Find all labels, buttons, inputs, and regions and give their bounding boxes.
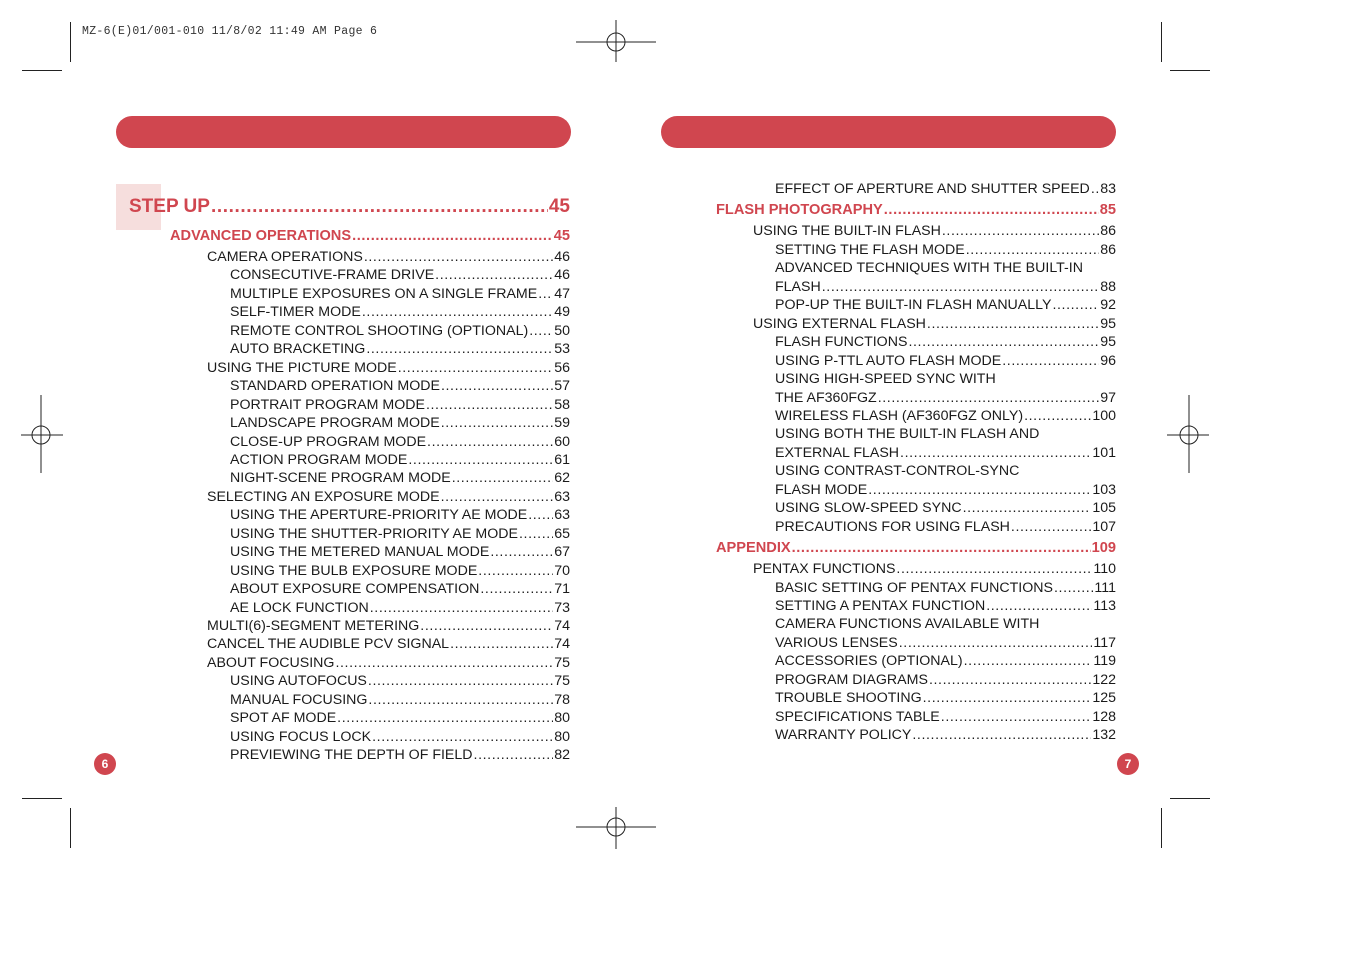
dot-leader [1054, 580, 1093, 597]
crop-mark [22, 798, 62, 799]
crop-mark [1161, 808, 1162, 848]
toc-entry-page: 65 [554, 525, 570, 542]
dot-leader [452, 470, 554, 487]
toc-entry-title: USING THE METERED MANUAL MODE [230, 544, 490, 561]
dot-leader [519, 526, 553, 543]
toc-entry[interactable] [775, 482, 1116, 499]
toc-entry[interactable] [230, 452, 570, 469]
dot-leader [366, 341, 553, 358]
dot-leader [335, 655, 553, 672]
dot-leader [899, 635, 1093, 652]
toc-entry-page: 60 [554, 433, 570, 450]
toc-entry-title: THE AF360FGZ [775, 389, 877, 406]
toc-entry[interactable] [230, 267, 570, 284]
crop-mark [1170, 798, 1210, 799]
dot-leader [963, 500, 1092, 517]
toc-entry-title: SETTING THE FLASH MODE [775, 241, 965, 258]
dot-leader [427, 434, 553, 451]
dot-leader [941, 709, 1092, 726]
toc-entry-page: 62 [554, 470, 570, 487]
toc-entry-title: VARIOUS LENSES [775, 634, 898, 651]
toc-entry[interactable] [230, 692, 570, 709]
toc-entry-page: 74 [554, 636, 570, 653]
crop-mark [70, 22, 71, 62]
toc-entry-title: USING BOTH THE BUILT-IN FLASH AND [775, 426, 1040, 443]
toc-entry[interactable] [775, 181, 1116, 198]
dot-leader [792, 540, 1091, 557]
toc-entry[interactable] [230, 341, 570, 358]
toc-entry[interactable] [230, 526, 570, 543]
toc-entry[interactable] [775, 353, 1116, 370]
toc-entry-page: 132 [1092, 727, 1116, 744]
toc-entry[interactable] [775, 519, 1116, 536]
dot-leader [878, 390, 1100, 407]
toc-entry[interactable] [207, 636, 570, 653]
toc-section[interactable] [716, 540, 1116, 557]
toc-entry-title: APPENDIX [716, 540, 791, 557]
toc-entry-title: USING FOCUS LOCK [230, 728, 372, 745]
toc-entry-page: 46 [554, 267, 570, 284]
dot-leader [441, 489, 554, 506]
toc-entry-title: STANDARD OPERATION MODE [230, 378, 440, 395]
toc-entry-page: 109 [1091, 540, 1116, 557]
toc-entry[interactable] [775, 690, 1116, 707]
dot-leader [478, 563, 553, 580]
dot-leader [822, 279, 1099, 296]
toc-entry-title: LANDSCAPE PROGRAM MODE [230, 415, 440, 432]
toc-entry[interactable] [230, 378, 570, 395]
toc-entry[interactable] [207, 489, 570, 506]
toc-entry[interactable] [775, 672, 1116, 689]
toc-entry[interactable] [230, 286, 570, 303]
toc-entry[interactable] [230, 415, 570, 432]
dot-leader [364, 249, 553, 266]
toc-entry[interactable] [775, 500, 1116, 517]
toc-entry-title: WIRELESS FLASH (AF360FGZ ONLY) [775, 407, 1024, 424]
dot-leader [927, 316, 1099, 333]
toc-entry-title: CAMERA OPERATIONS [207, 249, 363, 265]
toc-entry[interactable] [230, 600, 570, 617]
toc-entry[interactable] [775, 653, 1116, 670]
toc-entry[interactable] [230, 563, 570, 580]
toc-entry[interactable] [753, 316, 1116, 333]
dot-leader [1024, 408, 1091, 425]
dot-leader [362, 304, 553, 321]
crop-mark [1170, 70, 1210, 71]
toc-entry-title: CLOSE-UP PROGRAM MODE [230, 433, 427, 450]
toc-entry[interactable] [775, 426, 1116, 443]
toc-entry-page: 78 [554, 691, 570, 708]
toc-entry[interactable] [230, 673, 570, 690]
toc-entry-page: 46 [554, 249, 570, 265]
toc-entry-title: AUTO BRACKETING [230, 341, 366, 358]
dot-leader [420, 618, 553, 635]
left-header-bar [116, 116, 571, 148]
toc-entry[interactable] [230, 304, 570, 321]
toc-entry[interactable] [775, 709, 1116, 726]
dot-leader [480, 581, 553, 598]
toc-entry-page: 96 [1100, 352, 1116, 369]
toc-entry[interactable] [230, 323, 570, 340]
toc-entry-title: SPECIFICATIONS TABLE [775, 708, 940, 725]
toc-entry-page: 105 [1092, 500, 1116, 517]
toc-entry[interactable] [775, 390, 1116, 407]
toc-entry[interactable] [753, 561, 1116, 578]
toc-section[interactable] [170, 228, 570, 245]
toc-entry[interactable] [775, 635, 1116, 652]
toc-entry[interactable] [775, 445, 1116, 462]
toc-entry-title: SETTING A PENTAX FUNCTION [775, 598, 986, 614]
dot-leader [929, 672, 1091, 689]
toc-entry-page: 83 [1100, 181, 1116, 197]
toc-entry-title: REMOTE CONTROL SHOOTING (OPTIONAL) [230, 322, 529, 339]
toc-entry-page: 86 [1100, 223, 1116, 240]
toc-entry-page: 67 [554, 544, 570, 561]
dot-leader [942, 223, 1099, 240]
toc-entry[interactable] [753, 223, 1116, 240]
registration-mark-icon [576, 787, 656, 867]
toc-entry-page: 82 [554, 747, 570, 764]
toc-entry-title: USING HIGH-SPEED SYNC WITH [775, 371, 996, 388]
toc-entry-page: 74 [554, 618, 570, 634]
dot-leader [441, 378, 553, 395]
toc-entry[interactable] [230, 747, 570, 764]
toc-entry[interactable] [230, 434, 570, 451]
toc-entry-page: 107 [1092, 518, 1116, 535]
toc-entry-page: 71 [554, 581, 570, 598]
toc-entry-page: 49 [554, 304, 570, 321]
toc-entry-page: 95 [1100, 334, 1116, 351]
toc-entry-page: 70 [554, 562, 570, 579]
toc-entry[interactable] [775, 580, 1116, 597]
dot-leader [908, 334, 1099, 351]
toc-entry-title: CAMERA FUNCTIONS AVAILABLE WITH [775, 616, 1040, 633]
toc-entry-page: 97 [1100, 389, 1116, 406]
toc-entry-title: ABOUT EXPOSURE COMPENSATION [230, 581, 480, 598]
toc-entry-title: POP-UP THE BUILT-IN FLASH MANUALLY [775, 297, 1052, 314]
toc-entry-title: USING THE BUILT-IN FLASH [753, 223, 941, 240]
toc-entry-title: FLASH MODE [775, 481, 868, 498]
toc-entry-page: 63 [554, 507, 570, 524]
registration-mark-icon [1, 395, 81, 475]
dot-leader [337, 710, 553, 727]
toc-entry-page: 80 [554, 710, 570, 727]
toc-entry[interactable] [775, 334, 1116, 351]
toc-entry-title: USING EXTERNAL FLASH [753, 315, 926, 332]
dot-leader [868, 482, 1091, 499]
dot-leader [435, 267, 553, 284]
dot-leader [426, 397, 553, 414]
chapter-page: 45 [548, 196, 570, 217]
dot-leader [1091, 181, 1099, 198]
toc-entry-page: 85 [1099, 202, 1116, 219]
dot-leader [441, 415, 554, 432]
toc-entry-title: PENTAX FUNCTIONS [753, 561, 896, 578]
toc-entry-page: 58 [554, 396, 570, 413]
dot-leader [1011, 519, 1091, 536]
dot-leader [211, 196, 548, 218]
toc-entry-title: TROUBLE SHOOTING [775, 690, 922, 707]
toc-entry-title: USING THE SHUTTER-PRIORITY AE MODE [230, 525, 518, 542]
dot-leader [368, 692, 553, 709]
toc-entry-page: 117 [1093, 634, 1116, 651]
toc-entry-page: 113 [1093, 598, 1116, 614]
toc-entry[interactable] [230, 710, 570, 727]
toc-entry-page: 63 [554, 488, 570, 505]
toc-entry-page: 50 [554, 322, 570, 339]
dot-leader [900, 445, 1091, 462]
dot-leader [1052, 297, 1099, 314]
toc-entry-title: SPOT AF MODE [230, 710, 337, 727]
toc-entry[interactable] [775, 279, 1116, 296]
toc-entry-page: 47 [554, 285, 570, 302]
chapter-title: STEP UP [129, 196, 210, 217]
toc-entry-page: 111 [1094, 579, 1116, 596]
toc-entry[interactable] [230, 729, 570, 746]
toc-entry-title: SELF-TIMER MODE [230, 304, 361, 321]
toc-entry-title: AE LOCK FUNCTION [230, 599, 369, 616]
toc-entry-title: ACTION PROGRAM MODE [230, 451, 408, 468]
toc-entry-title: MULTIPLE EXPOSURES ON A SINGLE FRAME [230, 285, 538, 302]
dot-leader [474, 747, 554, 764]
print-slug: MZ-6(E)01/001-010 11/8/02 11:49 AM Page 6 [82, 25, 378, 38]
toc-entry[interactable] [775, 727, 1116, 744]
toc-entry[interactable] [775, 408, 1116, 425]
toc-entry-page: 56 [554, 359, 570, 376]
toc-entry-page: 119 [1093, 653, 1116, 670]
toc-entry-page: 125 [1092, 690, 1116, 707]
toc-chapter-step-up[interactable] [129, 196, 570, 218]
toc-entry-page: 53 [554, 341, 570, 358]
toc-entry[interactable] [230, 507, 570, 524]
toc-entry-title: SELECTING AN EXPOSURE MODE [207, 488, 440, 505]
toc-entry-title: USING THE PICTURE MODE [207, 359, 397, 376]
toc-entry[interactable] [775, 598, 1116, 615]
left-page-number: 6 [94, 753, 116, 775]
toc-entry-page: 110 [1093, 561, 1116, 578]
right-page-number: 7 [1117, 753, 1139, 775]
toc-entry-page: 45 [553, 228, 570, 244]
toc-entry[interactable] [230, 544, 570, 561]
crop-mark [1161, 22, 1162, 62]
dot-leader [884, 202, 1099, 219]
toc-entry[interactable] [230, 581, 570, 598]
dot-leader [408, 452, 553, 469]
dot-leader [370, 600, 553, 617]
toc-entry-page: 92 [1100, 297, 1116, 314]
dot-leader [538, 286, 553, 303]
toc-entry-page: 61 [554, 451, 570, 468]
toc-entry-title: FLASH FUNCTIONS [775, 334, 908, 351]
toc-entry-page: 128 [1092, 708, 1116, 725]
toc-entry-title: EXTERNAL FLASH [775, 444, 900, 461]
toc-entry[interactable] [207, 249, 570, 266]
toc-entry-title: EFFECT OF APERTURE AND SHUTTER SPEED [775, 181, 1090, 197]
toc-entry-title: ADVANCED TECHNIQUES WITH THE BUILT-IN [775, 260, 1083, 277]
dot-leader [896, 561, 1092, 578]
dot-leader [450, 636, 553, 653]
toc-entry-title: NIGHT-SCENE PROGRAM MODE [230, 470, 451, 487]
toc-entry-page: 86 [1100, 241, 1116, 258]
toc-entry-title: ADVANCED OPERATIONS [170, 228, 352, 244]
toc-entry-title: BASIC SETTING OF PENTAX FUNCTIONS [775, 579, 1053, 596]
toc-entry-page: 75 [554, 673, 570, 690]
dot-leader [923, 690, 1092, 707]
toc-entry[interactable] [775, 463, 1116, 480]
dot-leader [966, 242, 1100, 259]
toc-entry-title: ACCESSORIES (OPTIONAL) [775, 653, 963, 670]
toc-entry-page: 95 [1100, 315, 1116, 332]
toc-section[interactable] [716, 202, 1116, 219]
dot-leader [528, 507, 553, 524]
toc-entry[interactable] [775, 616, 1116, 633]
toc-entry[interactable] [230, 470, 570, 487]
toc-entry[interactable] [207, 655, 570, 672]
toc-entry-title: PORTRAIT PROGRAM MODE [230, 396, 425, 413]
toc-entry-title: PROGRAM DIAGRAMS [775, 671, 928, 688]
toc-entry-title: USING THE BULB EXPOSURE MODE [230, 562, 478, 579]
toc-entry-title: MULTI(6)-SEGMENT METERING [207, 618, 420, 634]
toc-entry[interactable] [207, 360, 570, 377]
toc-entry[interactable] [230, 397, 570, 414]
dot-leader [964, 653, 1093, 670]
toc-entry[interactable] [207, 618, 570, 635]
right-header-bar [661, 116, 1116, 148]
dot-leader [1002, 353, 1099, 370]
dot-leader [372, 729, 553, 746]
toc-entry-title: PREVIEWING THE DEPTH OF FIELD [230, 747, 473, 764]
toc-entry-title: ABOUT FOCUSING [207, 654, 335, 671]
dot-leader [398, 360, 554, 377]
dot-leader [986, 598, 1092, 615]
toc-entry-page: 75 [554, 654, 570, 671]
toc-entry-title: FLASH PHOTOGRAPHY [716, 202, 883, 219]
toc-entry-title: MANUAL FOCUSING [230, 691, 368, 708]
toc-entry-page: 80 [554, 728, 570, 745]
registration-mark-icon [576, 2, 656, 82]
toc-entry-page: 57 [554, 378, 570, 395]
toc-entry[interactable] [775, 297, 1116, 314]
toc-entry-page: 59 [554, 415, 570, 432]
dot-leader [352, 228, 553, 245]
toc-entry-page: 101 [1092, 444, 1116, 461]
toc-entry-page: 88 [1100, 278, 1116, 295]
dot-leader [912, 727, 1091, 744]
toc-entry-title: USING THE APERTURE-PRIORITY AE MODE [230, 507, 528, 524]
toc-entry-title: PRECAUTIONS FOR USING FLASH [775, 518, 1010, 535]
toc-entry-title: WARRANTY POLICY [775, 727, 912, 744]
toc-entry-page: 100 [1092, 407, 1116, 424]
toc-entry-title: USING P-TTL AUTO FLASH MODE [775, 352, 1002, 369]
toc-entry[interactable] [775, 260, 1116, 277]
toc-entry-page: 73 [554, 599, 570, 616]
toc-entry-title: USING SLOW-SPEED SYNC [775, 500, 962, 517]
crop-mark [22, 70, 62, 71]
toc-entry-title: USING CONTRAST-CONTROL-SYNC [775, 463, 1020, 480]
toc-entry-title: USING AUTOFOCUS [230, 673, 367, 690]
toc-entry-title: CANCEL THE AUDIBLE PCV SIGNAL [207, 636, 450, 653]
toc-entry[interactable] [775, 371, 1116, 388]
registration-mark-icon [1149, 395, 1229, 475]
dot-leader [368, 673, 553, 690]
dot-leader [490, 544, 553, 561]
toc-entry-title: CONSECUTIVE-FRAME DRIVE [230, 267, 435, 284]
dot-leader [529, 323, 553, 340]
toc-entry[interactable] [775, 242, 1116, 259]
toc-entry-page: 103 [1092, 481, 1116, 498]
toc-entry-page: 122 [1092, 671, 1116, 688]
toc-entry-title: FLASH [775, 278, 821, 295]
crop-mark [70, 808, 71, 848]
